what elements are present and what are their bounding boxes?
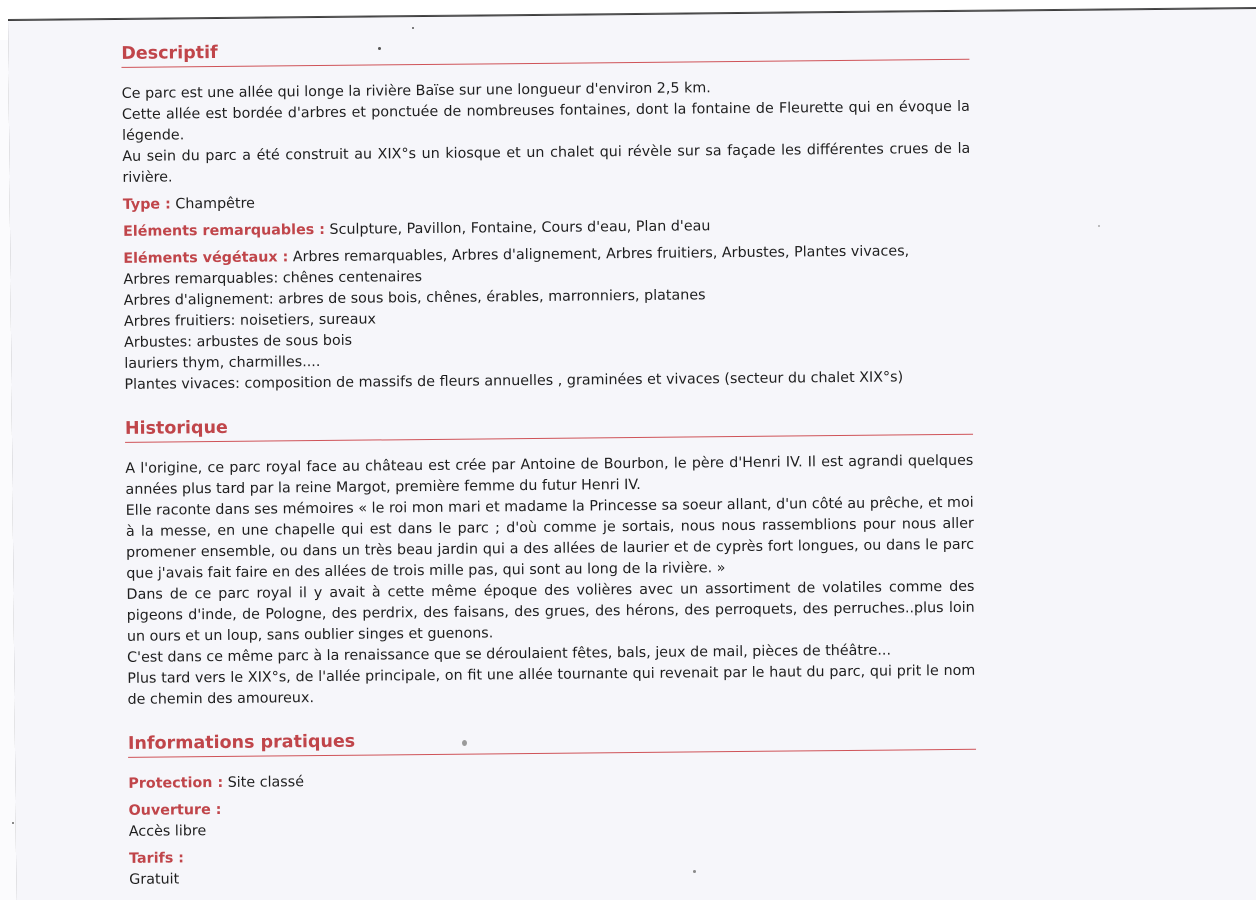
historique-paragraph: Dans de ce parc royal il y avait à cette même époque des volières avec un assortiment de volatiles comme des pigeons d'inde, de Pologne, des perdrix, des faisans, des grues, des hérons, des perroquets, des perruches..plus loin un ours et un loup, sans oublier singes et guenons. [126,578,975,645]
field-ouverture [129,793,977,843]
field-label-type: Type : [122,196,171,213]
field-value-type: Champêtre [175,195,255,213]
field-protection [128,766,976,795]
field-label-protection: Protection : [128,774,224,792]
section-historique [125,409,976,711]
vegetaux-line: Arbres fruitiers: noisetiers, sureaux [123,311,377,330]
field-label-tarifs: Tarifs : [128,850,185,867]
scan-speck [378,47,381,50]
historique-paragraph: Plus tard vers le XIX°s, de l'allée principale, on fit une allée tournante qui revenait par le haut du parc, qui prit le nom de chemin des amoureux. [127,662,976,708]
historique-body [125,451,975,711]
descriptif-body [122,76,973,396]
descriptif-paragraph: Cette allée est bordée d'arbres et ponctuée de nombreuses fontaines, dont la fontaine de Fleurette qui en évoque la légende. [121,98,970,144]
scan-speck [412,27,414,29]
descriptif-paragraph: Ce parc est une allée qui longe la rivière Baïse sur une longueur d'environ 2,5 km. [121,80,711,102]
field-value-tarifs: Gratuit [129,871,180,888]
field-label-ouverture: Ouverture : [128,801,222,819]
vegetaux-line: Plantes vivaces: composition de massifs de fleurs annuelles , graminées et vivaces (secteur du chalet XIX°s) [124,369,904,393]
field-label-elements-vegetaux: Eléments végétaux : [123,249,289,267]
scan-speck [1098,225,1100,227]
historique-paragraph: C'est dans ce même parc à la renaissance que se déroulaient fêtes, bals, jeux de mail, pièces de théâtre... [127,642,892,666]
descriptif-paragraph: Au sein du parc a été construit au XIX°s un kiosque et un chalet qui révèle sur sa façade les différentes crues de la rivière. [122,140,971,186]
section-title-historique: Historique [125,409,973,443]
field-label-elements-remarquables: Eléments remarquables : [122,221,326,240]
vegetaux-line: Arbres remarquables: chênes centenaires [123,269,423,288]
field-elements-vegetaux [123,241,972,396]
scan-speck [462,740,467,746]
field-value-elements-remarquables: Sculpture, Pavillon, Fontaine, Cours d'eau, Plan d'eau [329,218,711,238]
section-informations-pratiques [128,724,977,891]
paper-sheet [8,8,1256,900]
field-tarifs [129,841,977,891]
field-value-elements-vegetaux: Arbres remarquables, Arbres d'alignement, Arbres fruitiers, Arbustes, Plantes vivaces, [292,243,910,266]
historique-paragraph: Elle raconte dans ses mémoires « le roi mon mari et madame la Princesse sa soeur allant, d'un côté au prêche, et moi à la messe, en une chapelle qui est dans le parc ; d'où comme je sortais, nous nous rassemblions pour nous aller promener ensemble, ou dans un très beau jardin qui a des allées de laurier et de cyprès fort longues, ou dans le parc que j'avais fait faire en des allées de trois mille pas, qui sont au long de la rivière. » [125,494,975,582]
section-title-descriptif: Descriptif [121,34,969,68]
vegetaux-line: lauriers thym, charmilles.... [124,354,321,372]
section-descriptif [121,34,972,396]
field-value-ouverture: Accès libre [128,823,207,840]
field-type [123,187,971,216]
vegetaux-line: Arbustes: arbustes de sous bois [124,332,353,351]
section-title-informations: Informations pratiques [128,724,976,758]
field-elements-remarquables [123,214,971,243]
historique-paragraph: A l'origine, ce parc royal face au château est crée par Antoine de Bourbon, le père d'Henri IV. Il est agrandi quelques années plus tard par la reine Margot, première femme du futur Henri IV. [125,452,974,498]
informations-body [128,766,977,891]
vegetaux-line: Arbres d'alignement: arbres de sous bois, chênes, érables, marronniers, platanes [123,287,706,309]
field-value-protection: Site classé [227,774,305,791]
document-content [121,34,977,891]
scan-speck [693,870,696,873]
scan-speck [12,822,14,824]
